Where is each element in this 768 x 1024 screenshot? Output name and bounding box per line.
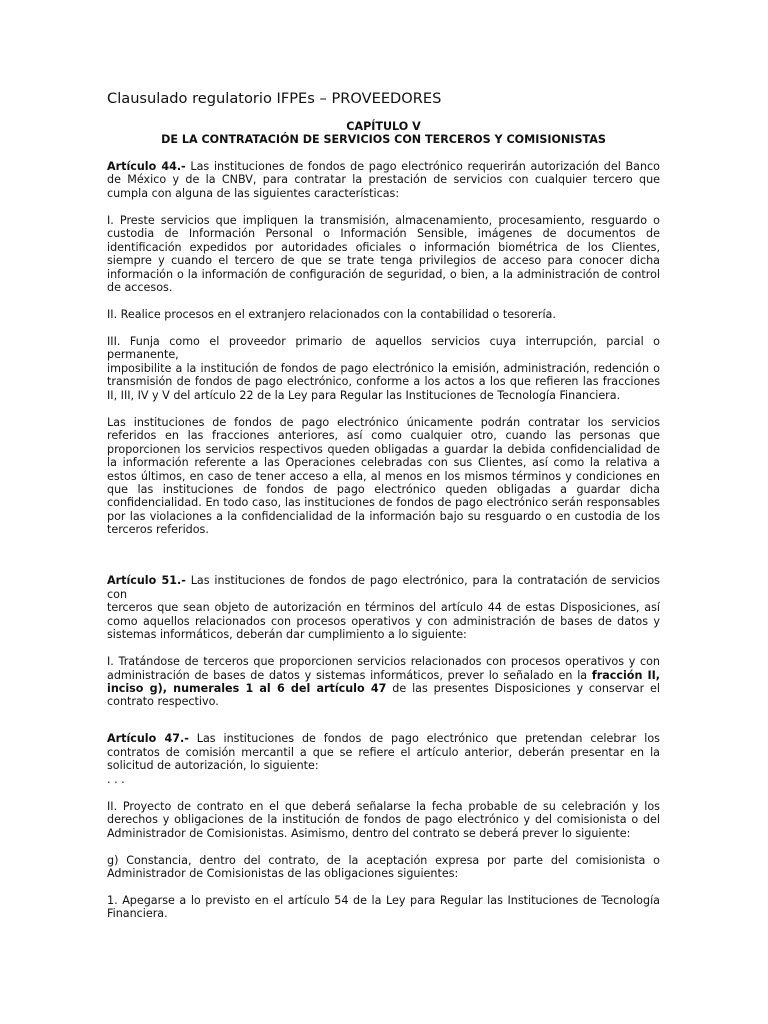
article-44-fraction-2: II. Realice procesos en el extranjero relacionados con la contabilidad o tesorería.: [107, 307, 556, 321]
article-51-fraction-1-end: de las presentes Disposiciones y conservar el contrato respectivo.: [107, 681, 660, 709]
chapter-number: CAPÍTULO V: [346, 120, 421, 133]
article-51-intro-line2: terceros que sean objeto de autorización en términos del artículo 44 de estas Disposiciones, así como aquellos relacionados con procesos operativos y con administración de bases de datos y sistemas informáticos, deberán dar cumplimiento a lo siguiente:: [107, 601, 660, 642]
article-47-heading: Artículo 47.-: [107, 732, 189, 746]
article-44-heading: Artículo 44.-: [107, 159, 186, 173]
article-47-item-g: g) Constancia, dentro del contrato, de la aceptación expresa por parte del comisionista o Administrador de Comisionistas de las obligaciones siguientes:: [107, 853, 660, 880]
article-44-intro-text: Las instituciones de fondos de pago electrónico requerirán autorización del Banco de México y de la CNBV, para contratar la prestación de servicios con cualquier tercero que cumpla con alguna de las siguientes características:: [107, 159, 660, 200]
article-47-numeral-1: 1. Apegarse a lo previsto en el artículo 54 de la Ley para Regular las Instituciones de Tecnología Financiera.: [107, 893, 660, 921]
chapter-title: DE LA CONTRATACIÓN DE SERVICIOS CON TERCEROS Y COMISIONISTAS: [161, 133, 606, 147]
article-44-closing: Las instituciones de fondos de pago electrónico únicamente podrán contratar los servicios referidos en las fracciones anteriores, así como cualquier otro, cuando las personas que proporcionen los servicios respectivos queden obligadas a guardar la debida confidencialidad de la información referente a las Operaciones celebradas con sus Clientes, así como la relativa a estos últimos, en caso de tener acceso a ella, al menos en los mismos términos y condiciones en que las instituciones de fondos de pago electrónico queden obligadas a guardar dicha confidencialidad. En todo caso, las instituciones de fondos de pago electrónico serán responsables por las violaciones a la confidencialidad de la información bajo su resguardo o en custodia de los terceros referidos.: [107, 415, 660, 537]
document-title: Clausulado regulatorio IFPEs – PROVEEDORES: [107, 90, 442, 107]
article-51-intro-text: Las instituciones de fondos de pago electrónico, para la contratación de servicios con: [107, 574, 660, 601]
article-51-heading: Artículo 51.-: [107, 574, 186, 588]
article-44-fraction-3-line1: III. Funja como el proveedor primario de aquellos servicios cuya interrupción, parcial o permanente,: [107, 334, 660, 362]
document-body: [107, 90, 660, 934]
article-44-fraction-1: I. Preste servicios que impliquen la transmisión, almacenamiento, procesamiento, resguardo o custodia de Información Personal o Información Sensible, imágenes de documentos de identificación expedidos por autoridades oficiales o información biométrica de los Clientes, siempre y cuando el tercero de que se trate tenga privilegios de acceso para conocer dicha información o la información de configuración de seguridad, o bien, a la administración de control de accesos.: [107, 213, 660, 295]
article-47-fraction-2: II. Proyecto de contrato en el que deberá señalarse la fecha probable de su celebración y los derechos y obligaciones de la institución de fondos de pago electrónico y del comisionista o del Administrador de Comisionistas. Asimismo, dentro del contrato se deberá prever lo siguiente:: [107, 799, 660, 840]
chapter-heading: [107, 120, 660, 147]
section-spacer: [107, 550, 660, 574]
article-47-intro-text: Las instituciones de fondos de pago electrónico que pretendan celebrar los contratos de comisión mercantil a que se refiere el artículo anterior, deberán presentar en la solicitud de autorización, lo siguiente:: [107, 732, 660, 773]
article-44-fraction-3-line2: imposibilite a la institución de fondos de pago electrónico la emisión, administración, redención o transmisión de fondos de pago electrónico, conforme a los actos a los que refieren las fracciones II, III, IV y V del artículo 22 de la Ley para Regular las Instituciones de Tecnología Financiera.: [107, 361, 660, 402]
article-44-intro: [107, 160, 660, 200]
article-51-fraction-1: [107, 655, 660, 709]
article-47-intro: [107, 732, 660, 772]
article-51-fraction-1-text: I. Tratándose de terceros que proporcionen servicios relacionados con procesos operativos y con administración de bases de datos y sistemas informáticos, prever lo señalado en la: [107, 655, 660, 682]
article-47-ellipsis: . . .: [107, 772, 125, 786]
article-51-intro-line1: [107, 574, 660, 601]
section-spacer: [107, 722, 660, 732]
article-51-fraction-1-reference: fracción II, inciso g), numerales 1 al 6 del artículo 47: [107, 668, 661, 695]
